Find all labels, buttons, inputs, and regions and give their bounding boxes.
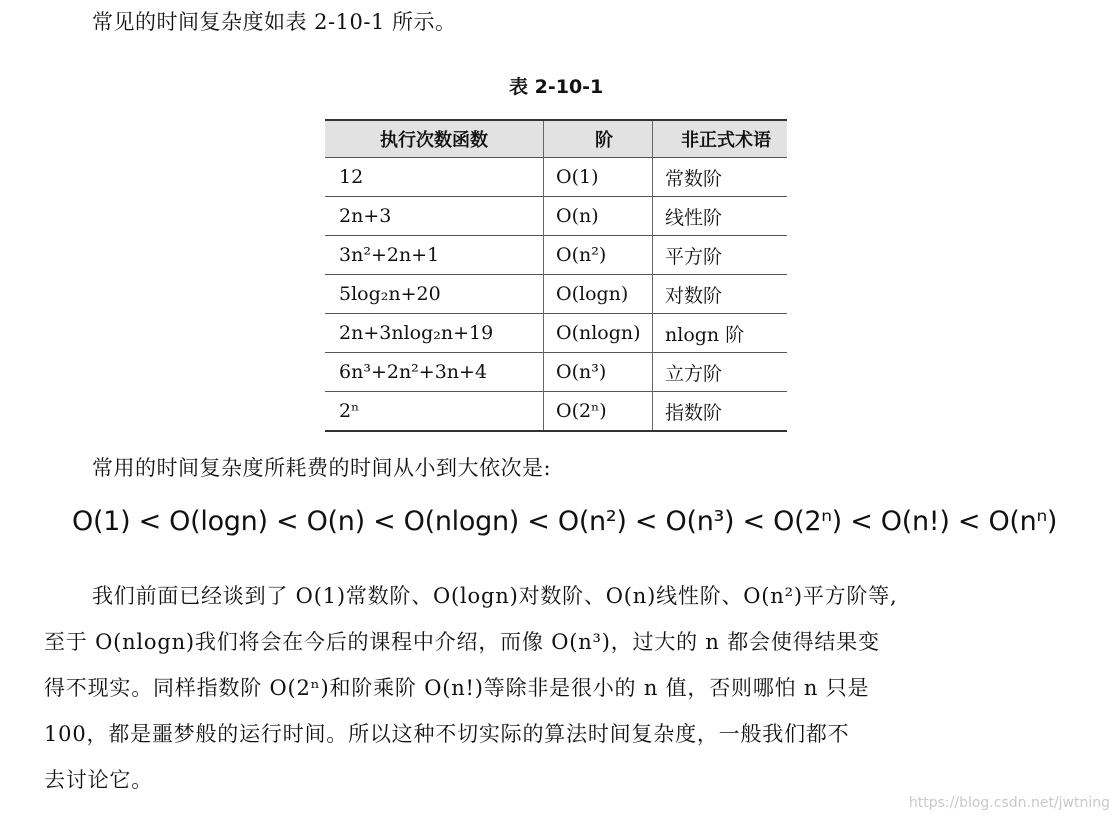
- cell-term: 平方阶: [653, 236, 788, 275]
- table-row: [325, 236, 787, 275]
- complexity-order-chain: O(1) < O(logn) < O(n) < O(nlogn) < O(n²) < O(n³) < O(2ⁿ) < O(n!) < O(nⁿ): [72, 506, 1058, 537]
- table-header-row: [325, 120, 787, 158]
- cell-function: 2n+3nlog₂n+19: [325, 314, 544, 353]
- header-term: 非正式术语: [653, 120, 788, 158]
- cell-function: 3n²+2n+1: [325, 236, 544, 275]
- cell-function: 6n³+2n²+3n+4: [325, 353, 544, 392]
- table-row: [325, 392, 787, 432]
- paragraph-line: 去讨论它。: [44, 768, 153, 792]
- table-row: [325, 158, 787, 197]
- paragraph-line: 100，都是噩梦般的运行时间。所以这种不切实际的算法时间复杂度，一般我们都不: [44, 722, 850, 746]
- cell-term: nlogn 阶: [653, 314, 788, 353]
- cell-order: O(1): [544, 158, 653, 197]
- cell-order: O(nlogn): [544, 314, 653, 353]
- cell-function: 2n+3: [325, 197, 544, 236]
- table-row: [325, 314, 787, 353]
- cell-term: 常数阶: [653, 158, 788, 197]
- cell-term: 立方阶: [653, 353, 788, 392]
- cell-function: 12: [325, 158, 544, 197]
- cell-term: 指数阶: [653, 392, 788, 432]
- cell-term: 对数阶: [653, 275, 788, 314]
- table-row: [325, 197, 787, 236]
- cell-order: O(n³): [544, 353, 653, 392]
- cell-function: 5log₂n+20: [325, 275, 544, 314]
- cell-order: O(2ⁿ): [544, 392, 653, 432]
- table-row: [325, 275, 787, 314]
- cell-function: 2ⁿ: [325, 392, 544, 432]
- paragraph-line: 我们前面已经谈到了 O(1)常数阶、O(logn)对数阶、O(n)线性阶、O(n²)平方阶等,: [92, 584, 898, 608]
- cell-order: O(logn): [544, 275, 653, 314]
- cell-order: O(n): [544, 197, 653, 236]
- table-row: [325, 353, 787, 392]
- intro-text: 常见的时间复杂度如表 2-10-1 所示。: [92, 10, 457, 34]
- complexity-table: [325, 119, 787, 432]
- cell-order: O(n²): [544, 236, 653, 275]
- body-paragraph: [44, 573, 1084, 803]
- header-order: 阶: [544, 120, 653, 158]
- paragraph-line: 得不现实。同样指数阶 O(2ⁿ)和阶乘阶 O(n!)等除非是很小的 n 值，否则哪怕 n 只是: [44, 676, 870, 700]
- table-caption: 表 2-10-1: [509, 76, 604, 98]
- cell-term: 线性阶: [653, 197, 788, 236]
- order-intro-text: 常用的时间复杂度所耗费的时间从小到大依次是:: [92, 456, 552, 480]
- paragraph-line: 至于 O(nlogn)我们将会在今后的课程中介绍，而像 O(n³)，过大的 n 都会使得结果变: [44, 630, 880, 654]
- header-function: 执行次数函数: [325, 120, 544, 158]
- watermark-text: https://blog.csdn.net/jwtning: [908, 795, 1110, 811]
